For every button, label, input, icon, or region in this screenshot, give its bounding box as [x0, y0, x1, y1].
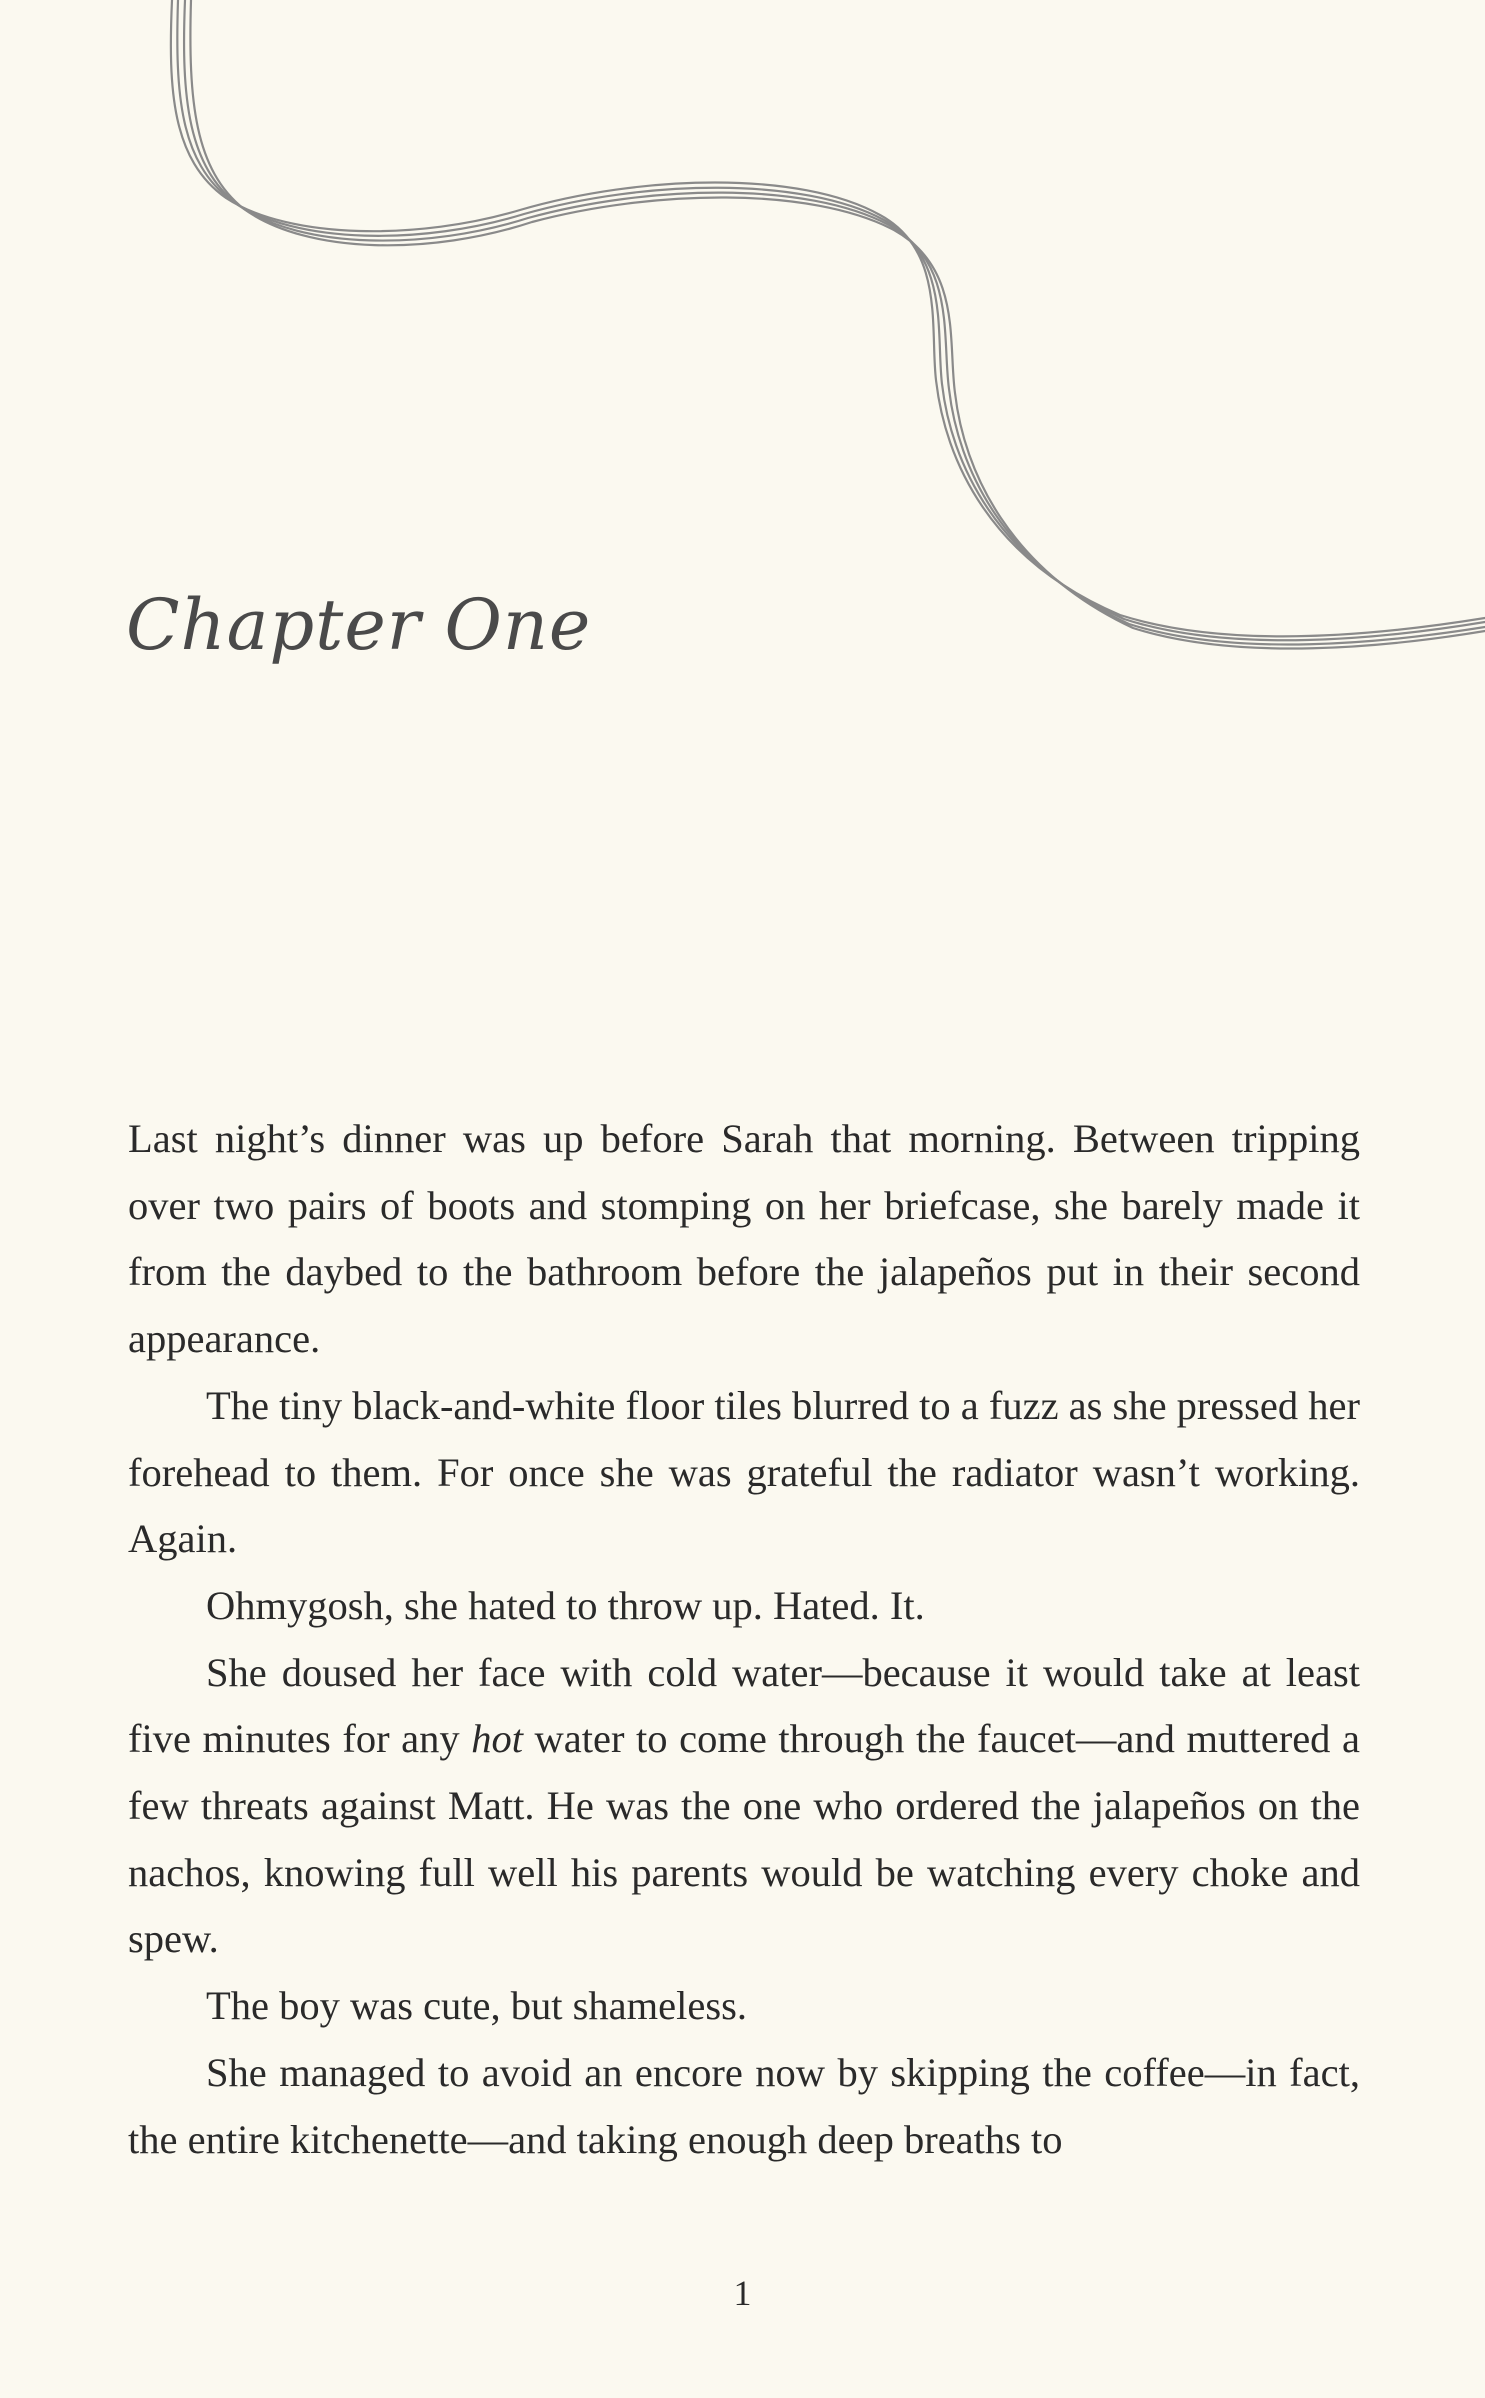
- paragraph: The tiny black-and-white floor tiles blurred to a fuzz as she pressed her forehead to them. For once she was grateful the radiator wasn’t working. Again.: [128, 1382, 1360, 1562]
- emphasis-text: hot: [471, 1716, 523, 1762]
- paragraph: She managed to avoid an encore now by skipping the coffee—in fact, the entire kitchenette—and taking enough deep breaths to: [128, 2049, 1360, 2162]
- paragraph-text: She doused her face with cold water—because it would take at least five minutes for any: [128, 1649, 1360, 1762]
- paragraph: Last night’s dinner was up before Sarah that morning. Between tripping over two pairs of boots and stomping on her briefcase, she barely made it from the daybed to the bathroom before the jalapeños put in their second appearance.: [128, 1116, 1360, 1362]
- paragraph: [128, 1640, 1360, 1974]
- paragraph: Ohmygosh, she hated to throw up. Hated. It.: [206, 1582, 925, 1628]
- paragraph: The boy was cute, but shameless.: [206, 1983, 747, 2029]
- paragraph-text: water to come through the faucet—and muttered a few threats against Matt. He was the one who ordered the jalapeños on the nachos, knowing full well his parents would be watching every choke and spew.: [128, 1716, 1360, 1962]
- body-text: [128, 1106, 1360, 2173]
- chapter-title: Chapter One: [126, 584, 592, 666]
- page-number: 1: [733, 2273, 752, 2313]
